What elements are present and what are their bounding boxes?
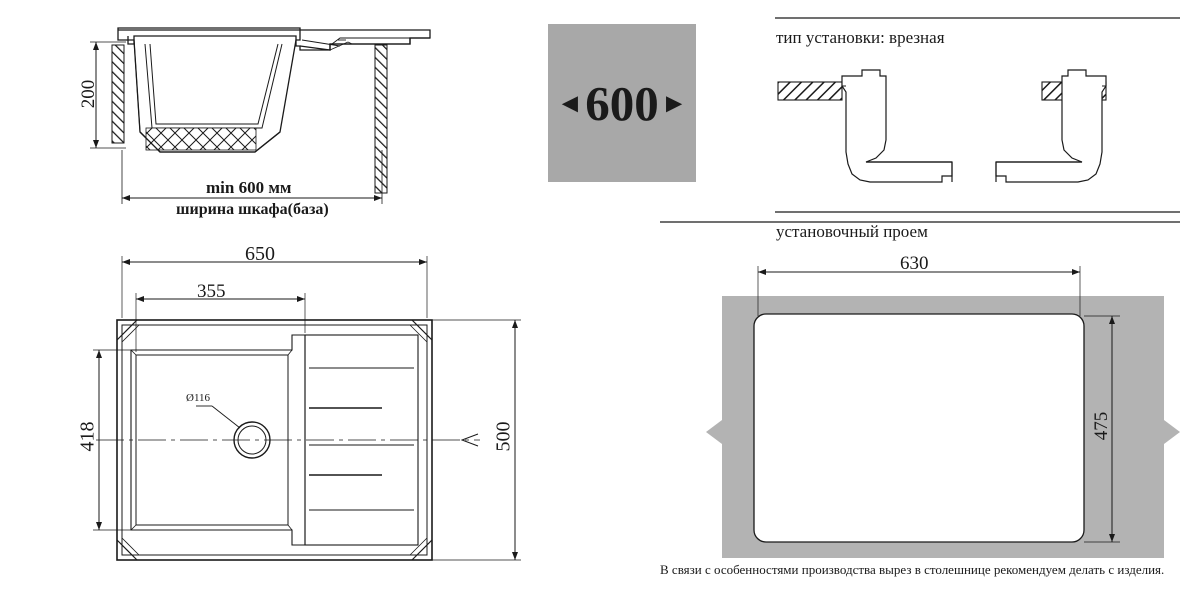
cutout-width-label: 630 [900, 253, 929, 274]
installation-cutout-title: установочный проем [776, 222, 928, 241]
cabinet-height-label: 200 [78, 79, 99, 109]
plan-bowl-height-label: 418 [76, 421, 99, 452]
badge-arrow-right: ► [660, 87, 688, 118]
drain-diameter-label: Ø116 [186, 392, 211, 404]
plan-bowl-width-label: 355 [197, 281, 226, 302]
cabinet-width-badge [548, 24, 696, 182]
badge-arrow-left: ◄ [556, 87, 584, 118]
sink-plan-view-group [93, 256, 521, 560]
plan-total-width-label: 650 [245, 243, 275, 265]
badge-text: 600 [585, 75, 659, 131]
cabinet-caption: ширина шкафа(база) [176, 201, 329, 218]
plan-total-height-label: 500 [492, 421, 515, 452]
installation-type-title: тип установки: врезная [776, 28, 945, 47]
cutout-height-label: 475 [1091, 411, 1112, 441]
cabinet-min-width-label: min 600 мм [206, 178, 292, 197]
cutout-note: В связи с особенностями производства вырез в столешнице рекомендуем делать с изделия. [660, 562, 1165, 577]
